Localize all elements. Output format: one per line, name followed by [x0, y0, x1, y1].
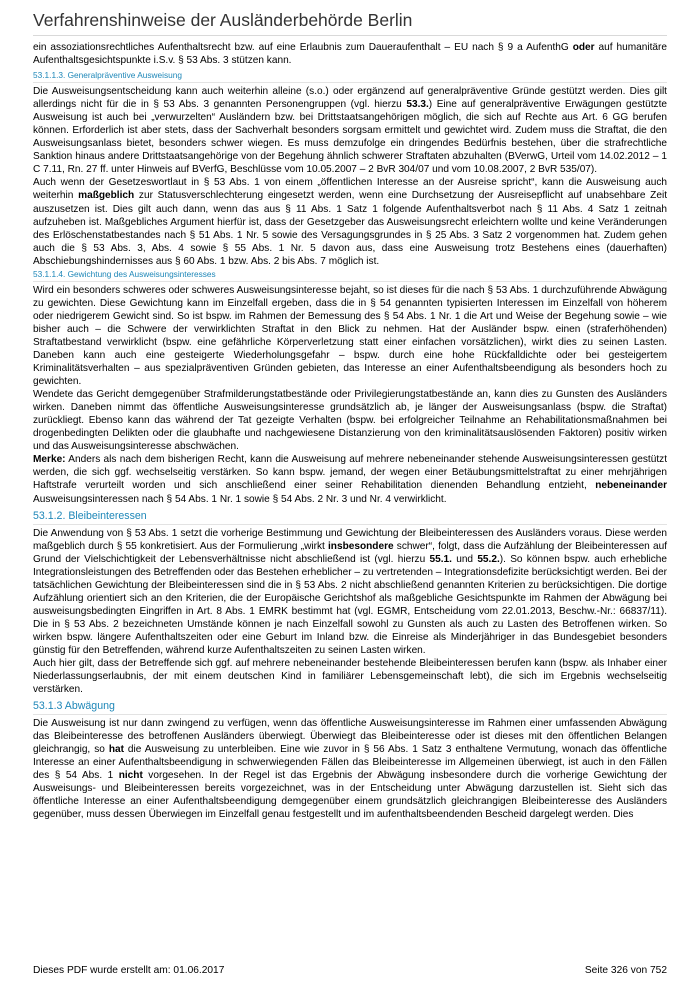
paragraph-generalpraevention-1: Die Ausweisungsentscheidung kann auch weiterhin alleine (s.o.) oder ergänzend auf generalpräventive Gründe gestützt werden. Dies gilt allerdings nicht für die in § 53 Abs. 3 genannten Personengruppen (vgl. hierzu 53.3.) Eine auf generalpräventive Erwägungen gestützte Ausweisung ist auch bei „verwurzelten“ Ausländern bzw. bei Drittstaatsangehörigen möglich, die sich auf Rechte aus Art. 6 GG berufen können. Erforderlich ist aber stets, dass der Sachverhalt besonders sorgsam ermittelt und gewichtet wird. Zudem muss die Straftat, die den Ausweisungsanlass bietet, besonders schwer wiegen. Es muss demzufolge ein dringendes Bedürfnis bestehen, über die strafrechtliche Sanktion hinaus andere Drittstaatsangehörige von der Begehung ähnlich schwerer Straftaten abzuhalten (BVerwG, Urteil vom 14.02.2012 – 1 C 7.11, Rn. 27 ff. unter Hinweis auf BVerfG, Beschlüsse vom 10.05.2007 – 2 BvR 304/07 und vom 10.08.2007, 2 BvR 535/07).	[33, 86, 667, 176]
section-heading-bleibeinteressen: 53.1.2. Bleibeinteressen	[33, 509, 667, 525]
bold-emphasis: hat	[108, 744, 124, 756]
title-divider	[33, 35, 667, 36]
bold-emphasis: nebeneinander	[595, 480, 667, 492]
bold-emphasis: insbesondere	[328, 540, 394, 552]
subheading-gewichtung: 53.1.1.4. Gewichtung des Ausweisungsinteresses	[33, 269, 667, 282]
paragraph-generalpraevention-2: Auch wenn der Gesetzeswortlaut in § 53 Abs. 1 von einem „öffentlichen Interesse an der Ausreise spricht“, kann die Ausweisung auch weiterhin maßgeblich zur Statusverschlechterung eingesetzt werden, wenn eine Durchsetzung der Ausreisepflicht auf unabsehbare Zeit auszusetzen ist. Dies gilt auch dann, wenn das aus § 11 Abs. 1 Satz 1 folgende Aufenthaltsverbot nach § 11 Abs. 4 Satz 1 zeitnah aufzuheben ist. Maßgebliches Argument hierfür ist, dass der Gesetzgeber das Ausweisungsrecht erleichtern wollte und keine Veränderungen des Erlöschenstatbestandes nach § 51 Abs. 1 Nr. 5 sowie des Versagungsgrundes in § 25 Abs. 3 Satz 2 vorgenommen hat. Zudem gehen auch die § 53 Abs. 3, Abs. 4 sowie § 55 Abs. 1 Nr. 5 davon aus, dass eine Ausweisung trotz Bestehens eines (dauerhaften) Abschiebungshindernisses aus § 60 Abs. 1 bzw. Abs. 2 bis Abs. 7 möglich ist.	[33, 177, 668, 267]
section-heading-abwaegung: 53.1.3 Abwägung	[33, 699, 667, 715]
paragraph-bleibeinteressen-1: Die Anwendung von § 53 Abs. 1 setzt die vorherige Bestimmung und Gewichtung der Bleibeinteressen des Ausländers voraus. Diese werden maßgeblich durch § 55 konkretisiert. Aus der Formulierung „wirkt insbesondere schwer“, folgt, dass die Aufzählung der Bleibeinteressen auf Grund der Vielschichtigkeit der Lebensverhältnisse nicht abschließend ist (vgl. hierzu 55.1. und 55.2.). So können bspw. auch erhebliche Integrationsleistungen des Betreffenden oder das Bestehen erheblicher – zu vertretenden – Integrationsdefizite berücksichtigt werden. Bei der tatsächlichen Gewichtung der Bleibeinteressen sind die in § 53 Abs. 2 nicht abschließend genannten Kriterien zu berücksichtigen. Die dortige Aufzählung orientiert sich an den Kriterien, die der Europäische Gerichtshof als maßgebliche Gesichtspunkte im Rahmen der Abwägung bei ausweisungsbedingten Eingriffen in Art. 8 Abs. 1 EMRK bestimmt hat (vgl. EGMR, Entscheidung vom 22.01.2013, Beschw.-Nr.: 66837/11). Die in § 53 Abs. 2 bezeichneten Umstände können je nach Einzelfall sowohl zu Gunsten als auch zu Lasten des Betroffenen wirken. So wirken bspw. längere Aufenthaltszeiten oder eine Geburt im Inland bzw. die Einreise als Minderjähriger in das Bundesgebiet besonders günstig für den Betreffenden, während kurze Aufenthaltszeiten zu seinen Lasten wirken.	[33, 527, 667, 656]
paragraph-bleibeinteressen-2: Auch hier gilt, dass der Betreffende sich ggf. auf mehrere nebeneinander bestehende Bleibeinteressen berufen kann (bspw. als Inhaber einer Niederlassungserlaubnis, der mit einem deutschen Kind in familiärer Lebensgemeinschaft lebt), die sich im Ergebnis wechselseitig verstärken.	[33, 658, 667, 696]
bold-emphasis: 55.1.	[429, 553, 452, 565]
bold-emphasis: 55.2.	[477, 553, 500, 565]
bold-emphasis: nicht	[118, 770, 143, 782]
paragraph-gewichtung-1: Wird ein besonders schweres oder schweres Ausweisungsinteresse bejaht, so ist dieses für die nach § 53 Abs. 1 durchzuführende Abwägung zu gewichten. Diese Gewichtung kann im Einzelfall ergeben, dass die in § 54 genannten typisierten Interessen im Einzelfall von höherem oder niedrigerem Gewicht sind. So ist bspw. im Rahmen der Bemessung des § 54 Abs. 1 Nr. 1 die Art und Weise der Begehung sowie – wie bisher auch – die Schwere der verwirklichten Straftat in den Blick zu nehmen. Hat der Ausländer bspw. einen (straferhöhenden) Straftatbestand verwirklicht (bspw. eine gefährliche Körperverletzung statt einer einfachen vorsätzlichen), wirkt dies zu seinen Lasten. Daneben kann auch eine gesteigerte Wiederholungsgefahr – bspw. durch eine hohe Rückfalldichte oder bei gesteigertem Kriminalitätsverhalten – aus spezialpräventiven Gründen gebieten, das Interesse an einer Aufenthaltsbeendigung als besonders hoch zu gewichten.	[33, 284, 667, 388]
paragraph-intro: ein assoziationsrechtliches Aufenthaltsrecht bzw. auf eine Erlaubnis zum Daueraufenthalt – EU nach § 9 a AufenthG oder auf humanitäre Aufenthaltsgesichtspunkte i.S.v. § 53 Abs. 3 stützen kann.	[33, 42, 668, 67]
paragraph-gewichtung-2: Wendete das Gericht demgegenüber Strafmilderungstatbestände oder Privilegierungstatbestände an, kann dies zu Gunsten des Ausländers wirken. Daneben nimmt das öffentliche Ausweisungsinteresse grundsätzlich ab, je länger der Ausweisungsanlass (bspw. die Straftat) zurückliegt. Ebenso kann das während der Tat gezeigte Verhalten (bspw. bei erfolgreicher Teilnahme an Rehabilitationsmaßnahmen bei drogenbedingten Delikten oder die glaubhafte und nachgewiesene Distanzierung von den kriminalitätsauslösenden Faktoren) positiv wirken und das Ausweisungsinteresse abschwächen.	[33, 389, 667, 453]
subheading-generalpraevention: 53.1.1.3. Generalpräventive Ausweisung	[33, 70, 667, 83]
footer-page-number: Seite 326 von 752	[584, 965, 667, 976]
bold-emphasis: Merke:	[33, 454, 66, 466]
page-footer	[33, 965, 667, 976]
bold-emphasis: oder	[572, 42, 595, 53]
footer-created-date: Dieses PDF wurde erstellt am: 01.06.2017	[33, 965, 225, 976]
paragraph-abwaegung-1: Die Ausweisung ist nur dann zwingend zu verfügen, wenn das öffentliche Ausweisungsinteresse im Rahmen einer umfassenden Abwägung das Bleibeinteresse des betroffenen Ausländers überwiegt. Überwiegt das Bleibeinteresse oder ist dieses mit den öffentlichen Belangen gleichrangig, so hat die Ausweisung zu unterbleiben. Eine wie zuvor in § 56 Abs. 1 Satz 3 enthaltene Vermutung, wonach das öffentliche Interesse an einer Aufenthaltsbeendigung in schwerwiegenden Fällen das Bleibeinteresse im Allgemeinen überwiegt, ist auch in den Fällen des § 54 Abs. 1 nicht vorgesehen. In der Regel ist das Ergebnis der Abwägung insbesondere durch die vorherige Gewichtung der Ausweisungs- und Bleibeinteressen bereits vorgezeichnet, was in der Entscheidung unter Abwägung darzustellen ist. Sieht sich das öffentliche Interesse an einer Aufenthaltsbeendigung demgegenüber einem grundsätzlich gleichrangigen Bleibeinteresse des Ausländers gegenüber, muss dessen Überwiegen im Einzelfall genau festgestellt und im aufenthaltsbeendenden Bescheid dargelegt werden. Dies	[33, 718, 667, 821]
paragraph-merke: Merke: Anders als nach dem bisherigen Recht, kann die Ausweisung auf mehrere nebeneinander stehende Ausweisungsinteressen gestützt werden, die sich ggf. wechselseitig verstärken. So kann bspw. jemand, der wegen einer Betäubungsmittelstraftat zu einer mehrjährigen Haftstrafe verurteilt worden und sich anschließend einer seiner Rehabilitation dienenden Behandlung entzieht, nebeneinander Ausweisungsinteressen nach § 54 Abs. 1 Nr. 1 sowie § 54 Abs. 2 Nr. 3 und Nr. 4 verwirklicht.	[33, 454, 667, 505]
bold-emphasis: maßgeblich	[78, 190, 135, 202]
document-page	[33, 0, 667, 822]
bold-emphasis: 53.3.	[406, 99, 429, 111]
document-title: Verfahrenshinweise der Ausländerbehörde Berlin	[33, 10, 413, 30]
